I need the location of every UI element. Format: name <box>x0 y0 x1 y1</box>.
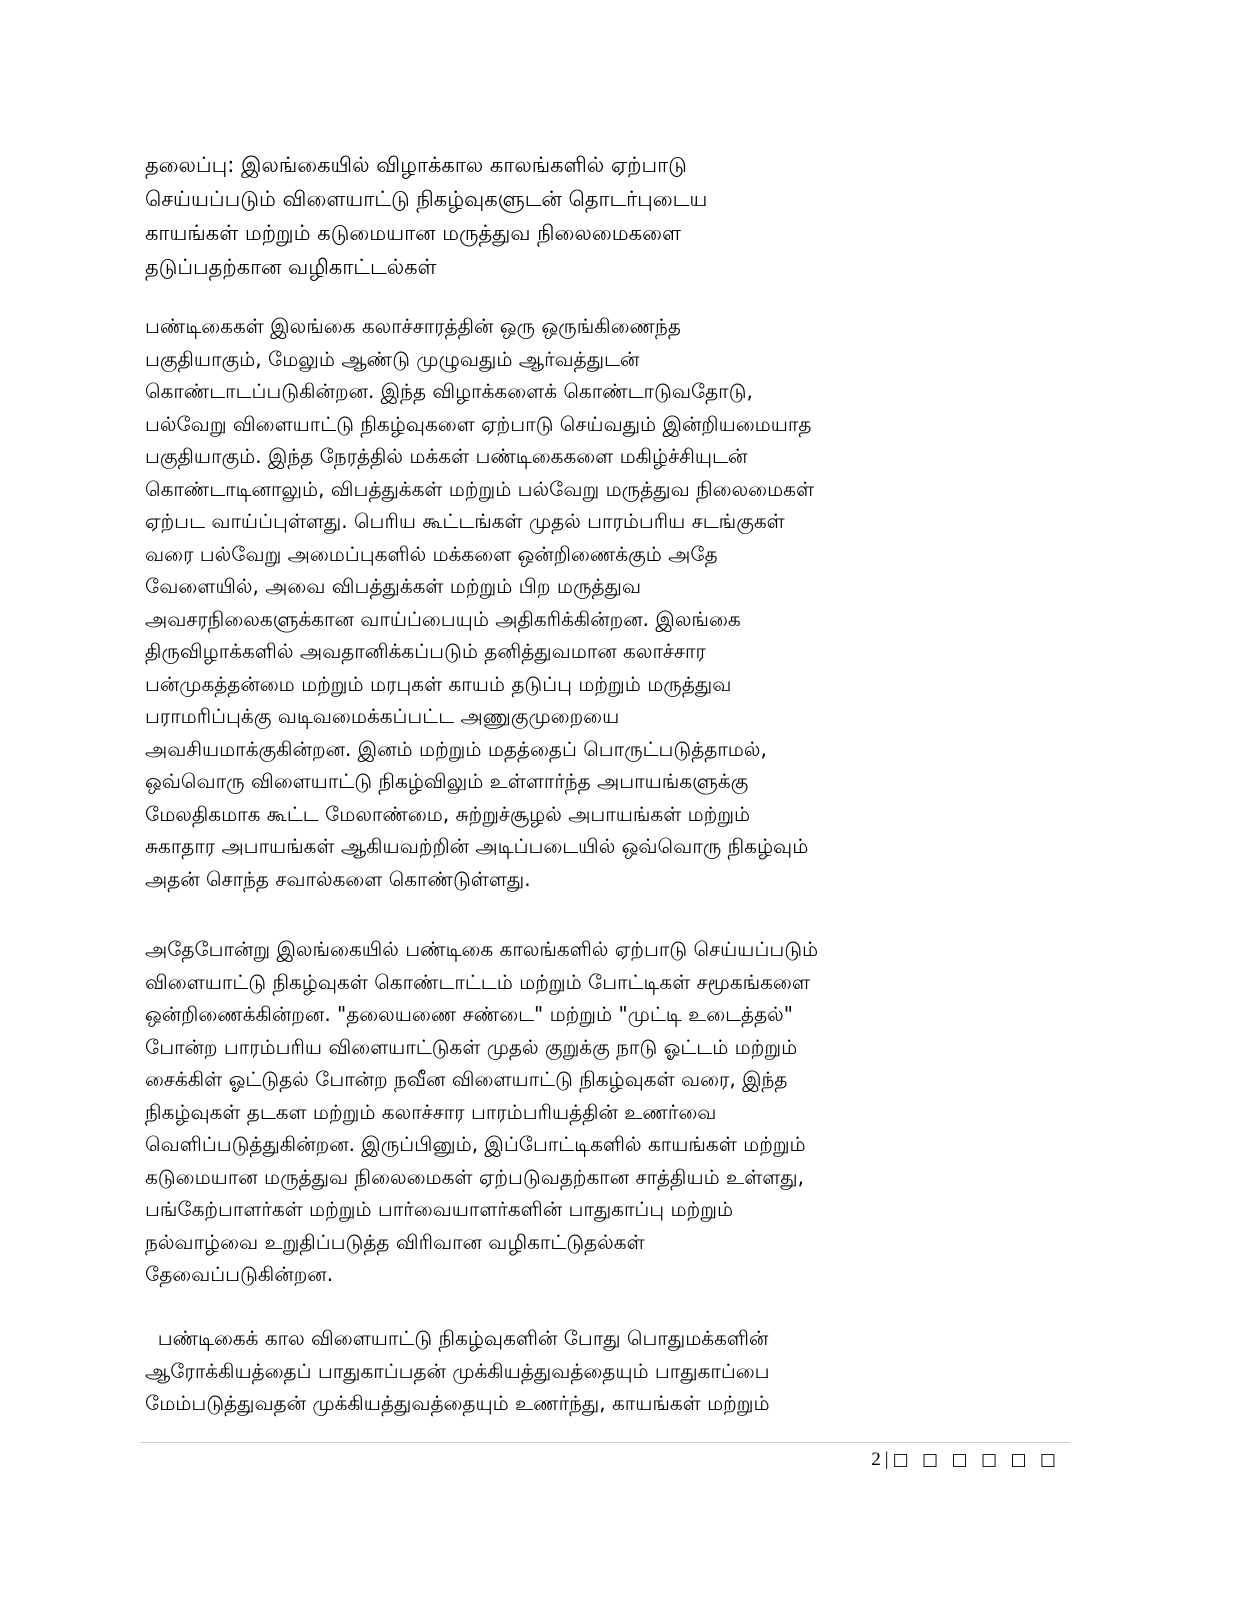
paragraph-2 <box>145 933 1105 1291</box>
paragraph-line: பராமரிப்புக்கு வடிவமைக்கப்பட்ட அணுகுமுறையை <box>145 704 620 728</box>
title-line: தடுப்பதற்கான வழிகாட்டல்கள் <box>145 255 437 279</box>
paragraph-line: பகுதியாகும், மேலும் ஆண்டு முழுவதும் ஆர்வத்துடன் <box>145 346 640 371</box>
paragraph-line: ஏற்பட வாய்ப்புள்ளது. பெரிய கூட்டங்கள் முதல் பாரம்பரிய சடங்குகள் <box>145 509 785 533</box>
paragraph-line: நல்வாழ்வை உறுதிப்படுத்த விரிவான வழிகாட்டுதல்கள் <box>145 1229 645 1254</box>
paragraph-line: வெளிப்படுத்துகின்றன. இருப்பினும், இப்போட்டிகளில் காயங்கள் மற்றும் <box>145 1132 806 1156</box>
paragraph-line: திருவிழாக்களில் அவதானிக்கப்படும் தனித்துவமான கலாச்சார <box>145 639 706 663</box>
paragraph-line: கொண்டாடினாலும், விபத்துக்கள் மற்றும் பல்வேறு மருத்துவ நிலைமைகள் <box>145 476 815 501</box>
footer-divider <box>140 1442 1070 1443</box>
paragraph-line: அதேபோன்று இலங்கையில் பண்டிகை காலங்களில் ஏற்பாடு செய்யப்படும் <box>145 937 819 961</box>
paragraph-line: தேவைப்படுகின்றன. <box>145 1262 334 1286</box>
title-line: செய்யப்படும் விளையாட்டு நிகழ்வுகளுடன் தொடர்புடைய <box>145 187 708 211</box>
paragraph-line: ஒன்றிணைக்கின்றன. "தலையணை சண்டை" மற்றும் "முட்டி உடைத்தல்" <box>145 1002 793 1026</box>
paragraph-line: ஆரோக்கியத்தைப் பாதுகாப்பதன் முக்கியத்துவத்தையும் பாதுகாப்பை <box>145 1358 770 1383</box>
paragraph-line: கொண்டாடப்படுகின்றன. இந்த விழாக்களைக் கொண்டாடுவதோடு, <box>145 379 753 403</box>
paragraph-line: நிகழ்வுகள் தடகள மற்றும் கலாச்சார பாரம்பரியத்தின் உணர்வை <box>145 1099 717 1124</box>
paragraph-line: சுகாதார அபாயங்கள் ஆகியவற்றின் அடிப்படையில் ஒவ்வொரு நிகழ்வும் <box>145 834 809 858</box>
paragraph-line: வேளையில், அவை விபத்துக்கள் மற்றும் பிற மருத்துவ <box>145 574 642 598</box>
paragraph-line: பல்வேறு விளையாட்டு நிகழ்வுகளை ஏற்பாடு செய்வதும் இன்றியமையாத <box>145 411 812 436</box>
paragraph-line: விளையாட்டு நிகழ்வுகள் கொண்டாட்டம் மற்றும் போட்டிகள் சமூகங்களை <box>145 969 810 994</box>
paragraph-line: போன்ற பாரம்பரிய விளையாட்டுகள் முதல் குறுக்கு நாடு ஓட்டம் மற்றும் <box>145 1034 798 1059</box>
paragraph-line: அவசியமாக்குகின்றன. இனம் மற்றும் மதத்தைப் பொருட்படுத்தாமல், <box>145 736 767 761</box>
page-footer <box>871 1449 1060 1471</box>
paragraph-3 <box>145 1322 1105 1420</box>
footer-separator: | <box>884 1449 889 1470</box>
paragraph-1 <box>145 310 1105 895</box>
paragraph-line: பன்முகத்தன்மை மற்றும் மரபுகள் காயம் தடுப்பு மற்றும் மருத்துவ <box>145 671 732 696</box>
paragraph-line: பங்கேற்பாளர்கள் மற்றும் பார்வையாளர்களின் பாதுகாப்பு மற்றும் <box>145 1197 734 1221</box>
paragraph-line: அதன் சொந்த சவால்களை கொண்டுள்ளது. <box>145 866 531 891</box>
paragraph-line: சைக்கிள் ஓட்டுதல் போன்ற நவீன விளையாட்டு நிகழ்வுகள் வரை, இந்த <box>145 1067 788 1091</box>
paragraph-line: பகுதியாகும். இந்த நேரத்தில் மக்கள் பண்டிகைகளை மகிழ்ச்சியுடன் <box>145 444 748 468</box>
page-number: 2 <box>871 1449 881 1470</box>
title-line: காயங்கள் மற்றும் கடுமையான மருத்துவ நிலைமைகளை <box>145 221 681 245</box>
document-title <box>145 148 1105 284</box>
paragraph-line: ஒவ்வொரு விளையாட்டு நிகழ்விலும் உள்ளார்ந்த அபாயங்களுக்கு <box>145 769 749 793</box>
paragraph-line: கடுமையான மருத்துவ நிலைமைகள் ஏற்படுவதற்கான சாத்தியம் உள்ளது, <box>145 1164 804 1189</box>
footer-missing-glyphs: □ □ □ □ □ □ <box>892 1450 1060 1470</box>
paragraph-line: வரை பல்வேறு அமைப்புகளில் மக்களை ஒன்றிணைக்கும் அதே <box>145 541 718 566</box>
paragraph-line: பண்டிகைக் கால விளையாட்டு நிகழ்வுகளின் போது பொதுமக்களின் <box>145 1326 769 1350</box>
paragraph-line: அவசரநிலைகளுக்கான வாய்ப்பையும் அதிகரிக்கின்றன. இலங்கை <box>145 606 741 631</box>
title-line: தலைப்பு: இலங்கையில் விழாக்கால காலங்களில் ஏற்பாடு <box>145 153 687 177</box>
paragraph-line: பண்டிகைகள் இலங்கை கலாச்சாரத்தின் ஒரு ஒருங்கிணைந்த <box>145 314 681 338</box>
paragraph-line: மேம்படுத்துவதன் முக்கியத்துவத்தையும் உணர்ந்து, காயங்கள் மற்றும் <box>145 1391 770 1415</box>
paragraph-line: மேலதிகமாக கூட்ட மேலாண்மை, சுற்றுச்சூழல் அபாயங்கள் மற்றும் <box>145 801 751 826</box>
